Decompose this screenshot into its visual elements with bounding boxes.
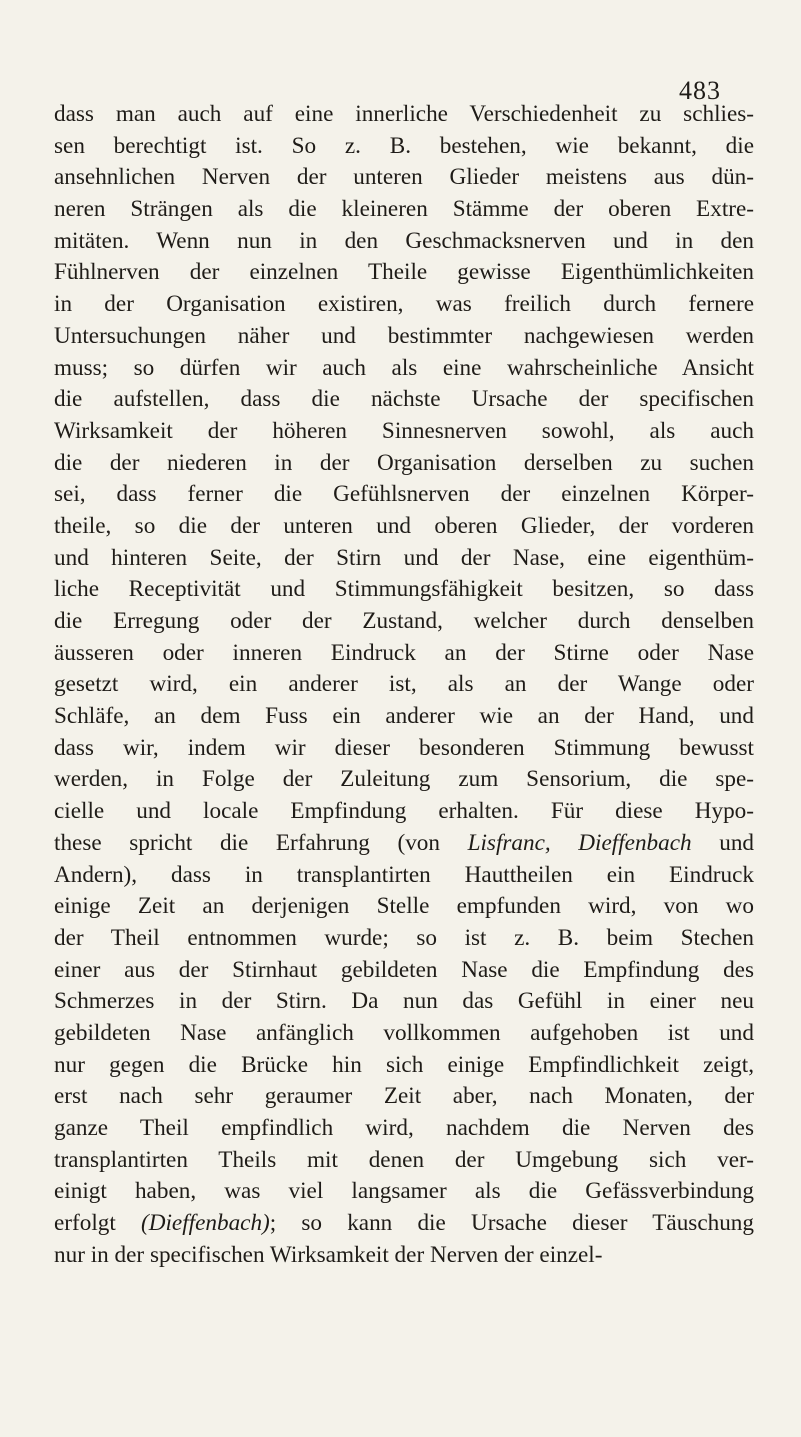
text-line: theile, so die der unteren und oberen Glieder, der vorderen [54,512,754,539]
cited-authors: Lisfranc, Dieffenbach [467,829,692,856]
cited-author: (Dieffenbach) [141,1210,270,1237]
text-line: ansehnlichen Nerven der unteren Glieder meistens aus dün- [54,164,754,191]
text-line: Wirksamkeit der höheren Sinnesnerven sowohl, als auch [54,417,754,444]
text-line: sen berechtigt ist. So z. B. bestehen, wie bekannt, die [54,132,754,159]
text-line: nur gegen die Brücke hin sich einige Empfindlichkeit zeigt, [54,1051,754,1078]
page-number: 483 [679,76,721,105]
text-line: in der Organisation existiren, was freilich durch fernere [54,291,754,318]
text-line: Untersuchungen näher und bestimmter nachgewiesen werden [54,322,754,349]
text-line: transplantirten Theils mit denen der Umgebung sich ver- [54,1146,754,1173]
text-line: sei, dass ferner die Gefühlsnerven der einzelnen Körper- [54,481,754,508]
text-line: dass man auch auf eine innerliche Verschiedenheit zu schlies- [54,101,754,127]
text-line: erst nach sehr geraumer Zeit aber, nach Monaten, der [54,1083,754,1110]
text-line: Schläfe, an dem Fuss ein anderer wie an der Hand, und [54,703,754,730]
text-segment: ; so kann die Ursache dieser Täuschung [269,1210,754,1237]
text-line: der Theil entnommen wurde; so ist z. B. beim Stechen [54,924,754,951]
text-line: Fühlnerven der einzelnen Theile gewisse Eigenthümlichkeiten [54,259,754,286]
body-text [54,99,754,1271]
text-line: einer aus der Stirnhaut gebildeten Nase die Empfindung des [54,956,754,983]
text-segment: und [719,829,755,856]
text-line: gebildeten Nase anfänglich vollkommen aufgehoben ist und [54,1019,754,1046]
text-line: cielle und locale Empfindung erhalten. Für diese Hypo- [54,798,754,825]
text-line: die Erregung oder der Zustand, welcher durch denselben [54,608,754,634]
text-line: nur in der specifischen Wirksamkeit der Nerven der einzel- [54,1241,603,1268]
text-line: liche Receptivität und Stimmungsfähigkeit besitzen, so dass [54,576,754,603]
text-segment: erfolgt [54,1210,116,1237]
text-line: dass wir, indem wir dieser besonderen Stimmung bewusst [54,734,754,761]
text-line: äusseren oder inneren Eindruck an der Stirne oder Nase [54,639,754,666]
text-line: Andern), dass in transplantirten Hauttheilen ein Eindruck [54,861,754,888]
text-line: neren Strängen als die kleineren Stämme der oberen Extre- [54,196,754,223]
text-line: einigt haben, was viel langsamer als die Gefässverbindung [54,1178,754,1205]
text-line-with-citation [54,1208,754,1240]
text-line: gesetzt wird, ein anderer ist, als an der Wange oder [54,671,754,698]
text-line: Schmerzes in der Stirn. Da nun das Gefühl in einer neu [54,988,754,1015]
text-line: und hinteren Seite, der Stirn und der Nase, eine eigenthüm- [54,544,754,571]
text-line: einige Zeit an derjenigen Stelle empfunden wird, von wo [54,893,754,920]
text-line: die der niederen in der Organisation derselben zu suchen [54,449,754,476]
text-line: mitäten. Wenn nun in den Geschmacksnerven und in den [54,227,754,254]
text-segment: these spricht die Erfahrung (von [54,829,440,856]
text-line: werden, in Folge der Zuleitung zum Sensorium, die spe- [54,766,754,793]
text-line: ganze Theil empfindlich wird, nachdem die Nerven des [54,1115,754,1141]
text-line-with-citation [54,828,754,860]
text-line: muss; so dürfen wir auch als eine wahrscheinliche Ansicht [54,354,754,381]
text-line: die aufstellen, dass die nächste Ursache der specifischen [54,386,754,413]
